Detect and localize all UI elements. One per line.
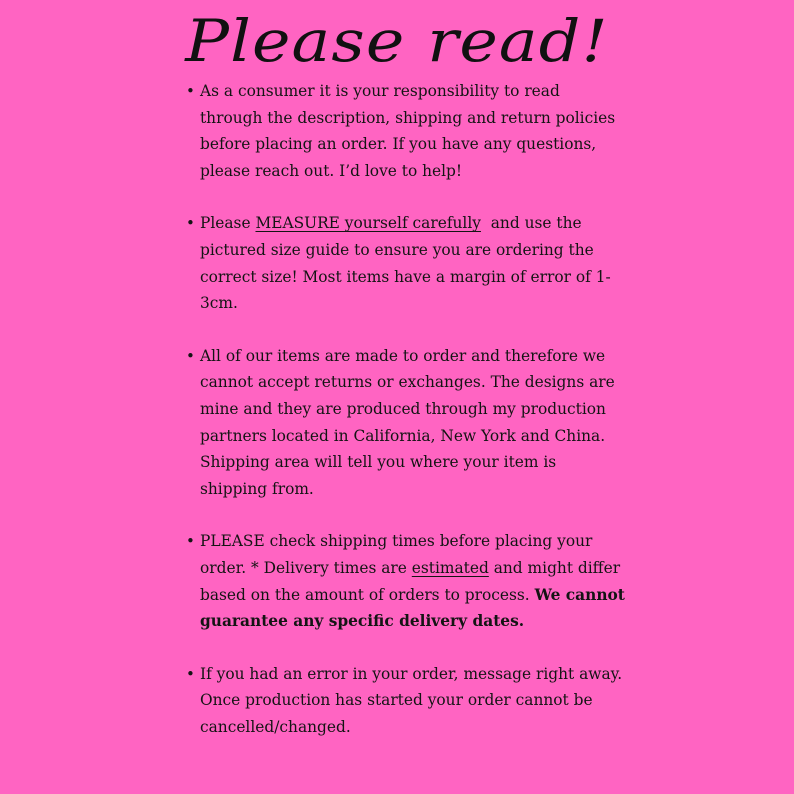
list-item: [186, 78, 626, 184]
estimated-emphasis: estimated: [411, 558, 489, 577]
policy-text-measure-intro: Please: [200, 214, 256, 233]
policy-text-returns: All of our items are made to order and therefore we cannot accept returns or exchanges. The designs are mine and they are produced through my production partners located in California, New York and China. Shipping area will tell you where your item is shipping from.: [200, 346, 615, 498]
policy-text-shipping-rest: and might differ based on the amount of orders to process.: [200, 558, 621, 604]
bullet-icon: •: [186, 532, 195, 551]
policy-text-responsibility: As a consumer it is your responsibility to read through the description, shipping and return policies before placing an order. If you have any questions, please reach out. I’d love to help!: [200, 82, 616, 180]
delivery-warning: We cannot guarantee any specific delivery dates.: [200, 585, 625, 631]
policy-text-measure-rest: and use the pictured size guide to ensure you are ordering the correct size! Most items have a margin of error of 1-3cm.: [200, 214, 611, 313]
page-title: Please read!: [185, 7, 609, 75]
list-item: [186, 528, 626, 634]
list-item: [186, 343, 626, 503]
list-item: [186, 661, 626, 741]
bullet-icon: •: [186, 82, 195, 100]
policy-text-shipping-intro: PLEASE check shipping times before placing your order. * Delivery times are: [200, 532, 593, 577]
measure-emphasis: MEASURE yourself carefully: [255, 214, 481, 233]
policy-text-errors: If you had an error in your order, message right away. Once production has started your order cannot be cancelled/changed.: [200, 664, 623, 736]
list-item: [186, 210, 626, 316]
policy-list: [186, 78, 626, 766]
bullet-icon: •: [186, 664, 195, 683]
bullet-icon: •: [186, 346, 195, 365]
bullet-icon: •: [186, 214, 195, 233]
